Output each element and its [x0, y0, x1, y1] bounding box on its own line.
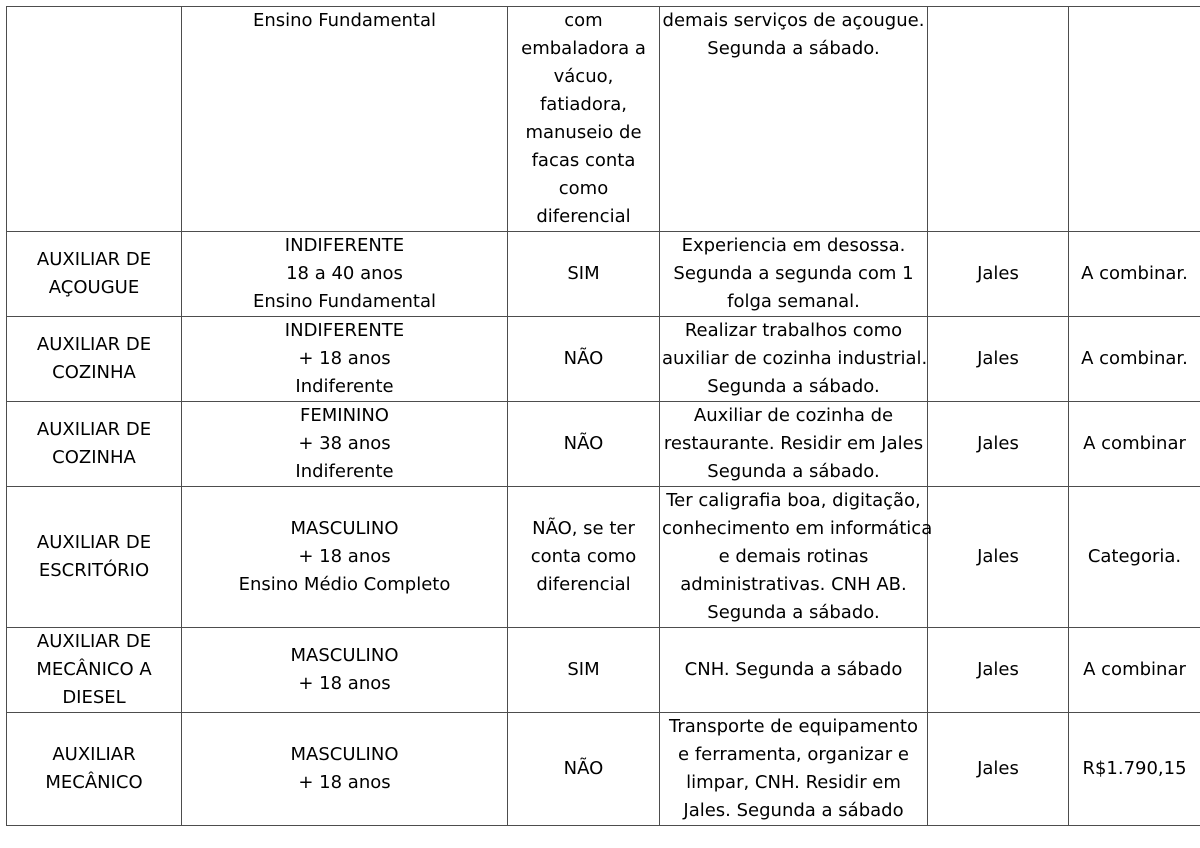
salario-cell: R$1.790,15 — [1069, 713, 1200, 826]
requisitos-line: MASCULINO — [290, 645, 399, 666]
experiencia-line: NÃO — [563, 348, 604, 369]
table-row — [7, 713, 1200, 826]
experiencia-cell — [508, 7, 660, 232]
cargo-line: MECÂNICO A — [36, 659, 152, 680]
experiencia-line: manuseio de — [525, 122, 642, 143]
descricao-cell — [660, 232, 928, 317]
requisitos-line: Indiferente — [295, 376, 394, 397]
table-row — [7, 317, 1200, 402]
table-row — [7, 402, 1200, 487]
requisitos-line: Ensino Fundamental — [252, 10, 437, 31]
descricao-cell — [660, 317, 928, 402]
experiencia-line: como — [558, 178, 609, 199]
salario-cell — [1069, 7, 1200, 232]
descricao-line: Segunda a sábado. — [707, 461, 880, 482]
local-cell: Jales — [928, 487, 1069, 628]
cargo-line: MECÂNICO — [45, 772, 143, 793]
cargo-cell — [7, 628, 182, 713]
requisitos-line: FEMININO — [300, 405, 389, 426]
table-body — [7, 7, 1200, 826]
requisitos-cell — [182, 402, 508, 487]
cargo-cell — [7, 402, 182, 487]
descricao-line: e ferramenta, organizar e — [678, 744, 909, 765]
requisitos-cell — [182, 487, 508, 628]
requisitos-cell — [182, 317, 508, 402]
descricao-line: Segunda a sábado. — [707, 376, 880, 397]
descricao-cell — [660, 402, 928, 487]
cargo-line: COZINHA — [52, 447, 136, 468]
requisitos-cell — [182, 232, 508, 317]
experiencia-line: vácuo, — [553, 66, 614, 87]
local-cell: Jales — [928, 232, 1069, 317]
descricao-line: Segunda a sábado. — [707, 602, 880, 623]
requisitos-line: INDIFERENTE — [284, 320, 405, 341]
salario-cell: A combinar — [1069, 402, 1200, 487]
experiencia-cell — [508, 317, 660, 402]
requisitos-line: + 18 anos — [298, 772, 391, 793]
descricao-line: conhecimento em informática — [662, 518, 933, 539]
requisitos-line: MASCULINO — [290, 518, 399, 539]
salario-cell: A combinar. — [1069, 232, 1200, 317]
experiencia-cell — [508, 713, 660, 826]
requisitos-line: Indiferente — [295, 461, 394, 482]
descricao-line: administrativas. CNH AB. — [680, 574, 907, 595]
descricao-cell — [660, 487, 933, 628]
cargo-line: AUXILIAR — [52, 744, 136, 765]
experiencia-line: SIM — [567, 263, 600, 284]
cargo-cell — [7, 7, 182, 232]
salario-cell: A combinar. — [1069, 317, 1200, 402]
job-listings-table — [6, 6, 1200, 826]
salario-cell: A combinar — [1069, 628, 1200, 713]
local-cell: Jales — [928, 402, 1069, 487]
local-cell: Jales — [928, 713, 1069, 826]
experiencia-cell — [508, 402, 660, 487]
local-cell: Jales — [928, 317, 1069, 402]
cargo-cell — [7, 713, 182, 826]
salario-cell: Categoria. — [1069, 487, 1200, 628]
requisitos-line: Ensino Fundamental — [252, 291, 437, 312]
descricao-line: e demais rotinas — [718, 546, 869, 567]
requisitos-line: + 18 anos — [298, 348, 391, 369]
descricao-line: folga semanal. — [727, 291, 860, 312]
experiencia-line: NÃO — [563, 758, 604, 779]
descricao-line: Jales. Segunda a sábado — [683, 800, 904, 821]
experiencia-line: NÃO, se ter — [532, 518, 635, 539]
descricao-cell — [660, 628, 928, 713]
descricao-line: Auxiliar de cozinha de — [693, 405, 894, 426]
requisitos-cell — [182, 7, 508, 232]
cargo-line: COZINHA — [52, 362, 136, 383]
experiencia-line: embaladora a — [521, 38, 646, 59]
descricao-line: CNH. Segunda a sábado — [684, 659, 903, 680]
descricao-line: auxiliar de cozinha industrial. — [662, 348, 928, 369]
cargo-cell — [7, 317, 182, 402]
experiencia-line: facas conta — [531, 150, 636, 171]
descricao-line: Ter caligrafia boa, digitação, — [666, 490, 921, 511]
local-cell — [928, 7, 1069, 232]
descricao-line: Experiencia em desossa. — [681, 235, 906, 256]
requisitos-line: + 38 anos — [298, 433, 391, 454]
experiencia-line: NÃO — [563, 433, 604, 454]
descricao-line: limpar, CNH. Residir em — [686, 772, 901, 793]
cargo-line: AÇOUGUE — [48, 277, 140, 298]
requisitos-line: Ensino Médio Completo — [238, 574, 451, 595]
experiencia-line: conta como — [530, 546, 637, 567]
cargo-cell — [7, 232, 182, 317]
descricao-cell — [660, 713, 928, 826]
descricao-line: demais serviços de açougue. — [662, 10, 925, 31]
requisitos-line: MASCULINO — [290, 744, 399, 765]
descricao-line: Realizar trabalhos como — [684, 320, 903, 341]
experiencia-line: diferencial — [536, 206, 631, 227]
experiencia-line: SIM — [567, 659, 600, 680]
requisitos-line: + 18 anos — [298, 546, 391, 567]
cargo-cell — [7, 487, 182, 628]
table-row — [7, 487, 1200, 628]
cargo-line: AUXILIAR DE — [36, 419, 152, 440]
experiencia-line: fatiadora, — [539, 94, 628, 115]
cargo-line: ESCRITÓRIO — [38, 560, 150, 581]
experiencia-cell — [508, 628, 660, 713]
cargo-line: AUXILIAR DE — [36, 532, 152, 553]
descricao-cell — [660, 7, 928, 232]
local-cell: Jales — [928, 628, 1069, 713]
cargo-line: AUXILIAR DE — [36, 334, 152, 355]
requisitos-line: 18 a 40 anos — [286, 263, 403, 284]
cargo-line: AUXILIAR DE — [36, 631, 152, 652]
table-row — [7, 232, 1200, 317]
descricao-line: Segunda a segunda com 1 — [673, 263, 914, 284]
experiencia-cell — [508, 232, 660, 317]
experiencia-cell — [508, 487, 660, 628]
experiencia-line: diferencial — [536, 574, 631, 595]
descricao-line: restaurante. Residir em Jales — [663, 433, 924, 454]
requisitos-line: + 18 anos — [298, 673, 391, 694]
cargo-line: DIESEL — [62, 687, 126, 708]
table-row — [7, 628, 1200, 713]
descricao-line: Segunda a sábado. — [707, 38, 880, 59]
descricao-line: Transporte de equipamento — [669, 716, 918, 737]
experiencia-line: com — [564, 10, 603, 31]
cargo-line: AUXILIAR DE — [36, 249, 152, 270]
requisitos-cell — [182, 713, 508, 826]
requisitos-line: INDIFERENTE — [284, 235, 405, 256]
table-row — [7, 7, 1200, 232]
requisitos-cell — [182, 628, 508, 713]
